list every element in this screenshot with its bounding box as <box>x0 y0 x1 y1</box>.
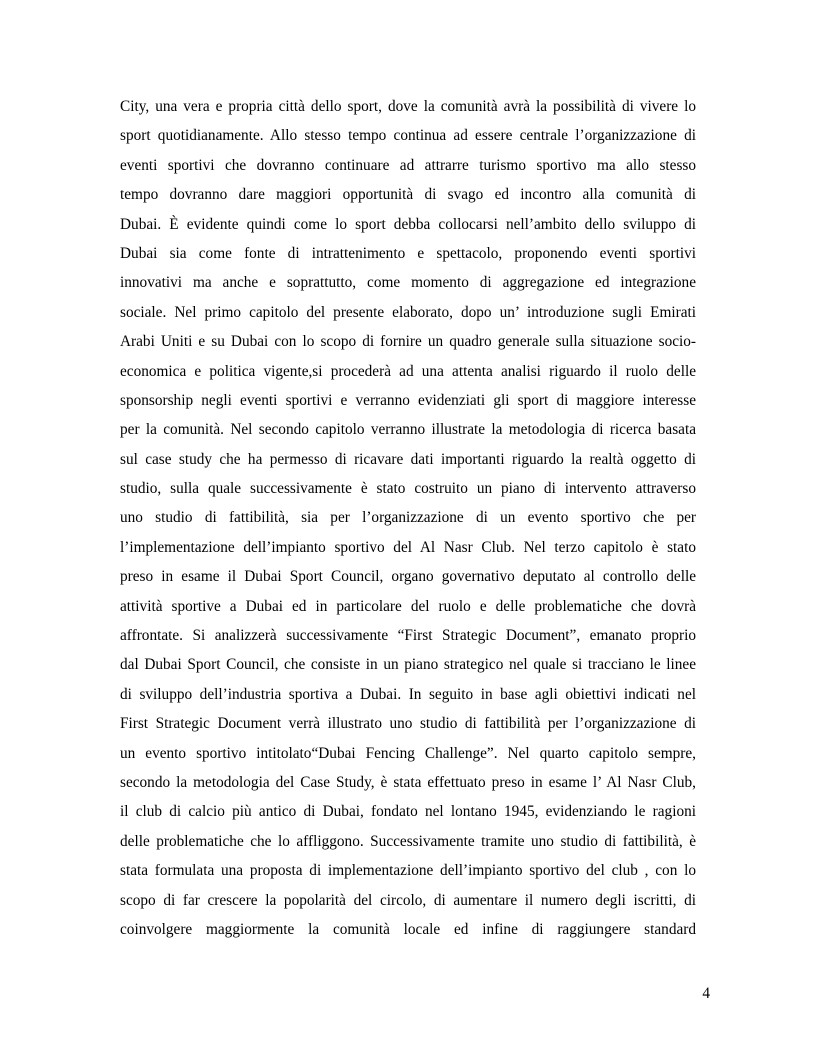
text-line: per la comunità. Nel secondo capitolo verranno illustrate la metodologia di ricerca basata <box>120 421 696 439</box>
text-line: sport quotidianamente. Allo stesso tempo continua ad essere centrale l’organizzazione di <box>120 127 696 145</box>
text-line: di sviluppo dell’industria sportiva a Dubai. In seguito in base agli obiettivi indicati nel <box>120 685 696 703</box>
text-line: tempo dovranno dare maggiori opportunità di svago ed incontro alla comunità di <box>120 186 696 204</box>
text-line: City, una vera e propria città dello sport, dove la comunità avrà la possibilità di vivere lo <box>120 98 696 115</box>
text-line: economica e politica vigente,si procederà ad una attenta analisi riguardo il ruolo delle <box>120 362 696 380</box>
text-line: sponsorship negli eventi sportivi e verranno evidenziati gli sport di maggiore interesse <box>120 391 696 409</box>
text-line: Dubai sia come fonte di intrattenimento e spettacolo, proponendo eventi sportivi <box>120 244 696 262</box>
text-line: affrontate. Si analizzerà successivamente “First Strategic Document”, emanato proprio <box>120 627 696 645</box>
text-line: studio, sulla quale successivamente è stato costruito un piano di intervento attraverso <box>120 480 696 498</box>
text-line: coinvolgere maggiormente la comunità locale ed infine di raggiungere standard <box>120 920 696 938</box>
text-line: l’implementazione dell’impianto sportivo del Al Nasr Club. Nel terzo capitolo è stato <box>120 538 696 556</box>
text-line: uno studio di fattibilità, sia per l’organizzazione di un evento sportivo che per <box>120 509 696 527</box>
text-line: eventi sportivi che dovranno continuare ad attrarre turismo sportivo ma allo stesso <box>120 156 696 174</box>
text-line: il club di calcio più antico di Dubai, fondato nel lontano 1945, evidenziando le ragioni <box>120 803 696 821</box>
text-line: stata formulata una proposta di implementazione dell’impianto sportivo del club , con lo <box>120 862 696 880</box>
text-line: delle problematiche che lo affliggono. Successivamente tramite uno studio di fattibilità, è <box>120 832 696 850</box>
text-line: scopo di far crescere la popolarità del circolo, di aumentare il numero degli iscritti, di <box>120 891 696 909</box>
page-number: 4 <box>702 985 710 1002</box>
text-line: Arabi Uniti e su Dubai con lo scopo di fornire un quadro generale sulla situazione socio- <box>120 333 696 351</box>
text-line: attività sportive a Dubai ed in particolare del ruolo e delle problematiche che dovrà <box>120 597 696 615</box>
text-line: sociale. Nel primo capitolo del presente elaborato, dopo un’ introduzione sugli Emirati <box>120 303 696 321</box>
body-text <box>120 92 696 944</box>
text-line: un evento sportivo intitolato“Dubai Fencing Challenge”. Nel quarto capitolo sempre, <box>120 744 696 762</box>
text-line: Dubai. È evidente quindi come lo sport debba collocarsi nell’ambito dello sviluppo di <box>120 215 696 233</box>
text-line: sul case study che ha permesso di ricavare dati importanti riguardo la realtà oggetto di <box>120 450 696 468</box>
text-line: dal Dubai Sport Council, che consiste in un piano strategico nel quale si tracciano le linee <box>120 656 696 674</box>
text-line: First Strategic Document verrà illustrato uno studio di fattibilità per l’organizzazione di <box>120 715 696 733</box>
text-line: innovativi ma anche e soprattutto, come momento di aggregazione ed integrazione <box>120 274 696 292</box>
text-line: preso in esame il Dubai Sport Council, organo governativo deputato al controllo delle <box>120 568 696 586</box>
text-line: secondo la metodologia del Case Study, è stata effettuato preso in esame l’ Al Nasr Club, <box>120 773 696 791</box>
